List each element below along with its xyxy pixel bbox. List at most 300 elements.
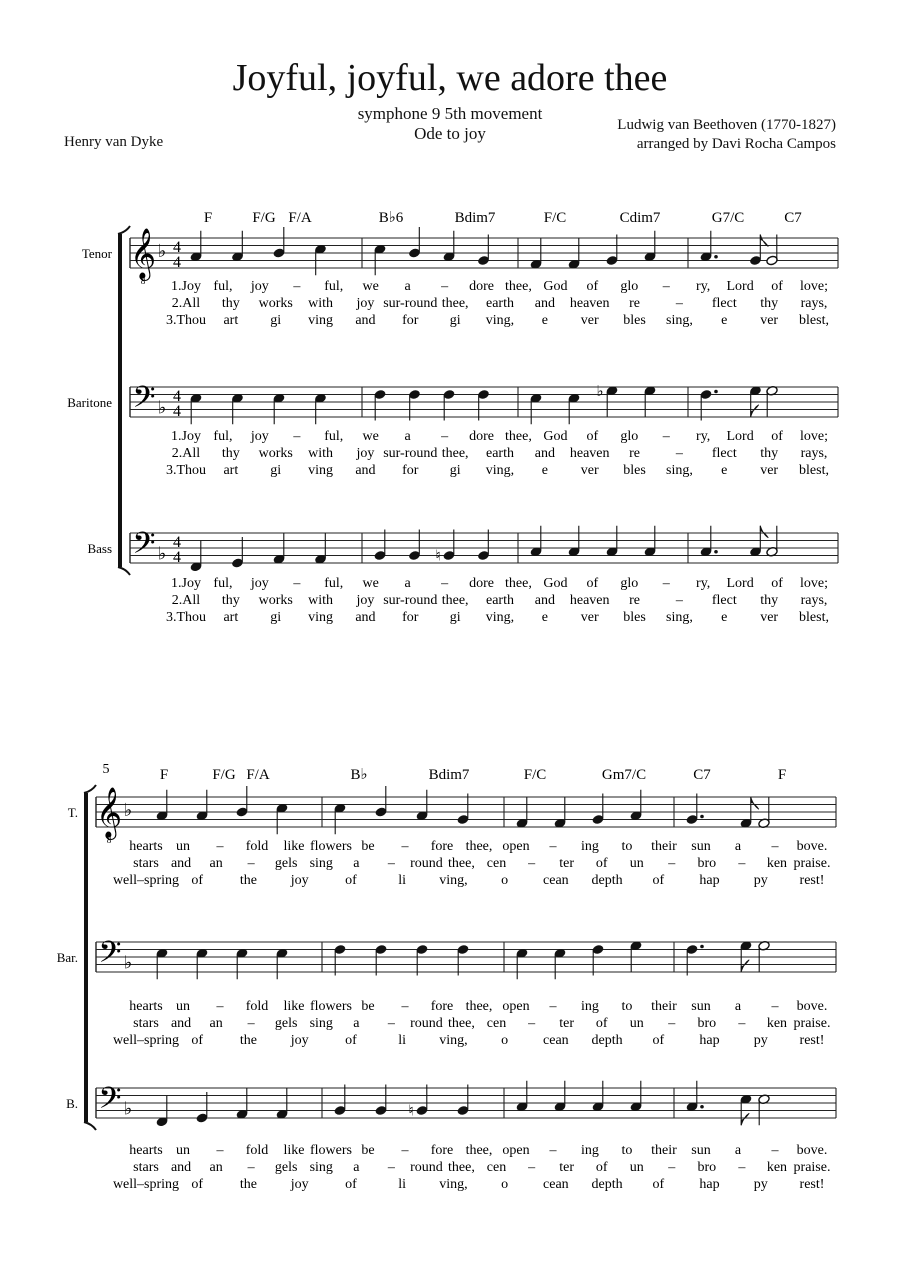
lyric-syllable: – <box>441 429 449 444</box>
lyric-syllable: bles <box>623 610 646 625</box>
octave-mark: 8 <box>140 276 146 286</box>
lyric-syllable: sing <box>309 856 333 871</box>
lyric-syllable: – <box>528 1160 536 1175</box>
lyric-syllable: un <box>629 1016 644 1031</box>
lyric-syllable: – <box>293 576 301 591</box>
lyric-syllable: praise. <box>793 1016 831 1031</box>
lyric-syllable: glo <box>620 576 639 591</box>
lyric-syllable: to <box>621 999 633 1014</box>
lyric-syllable: hap <box>699 1177 720 1192</box>
lyric-syllable: – <box>771 999 779 1014</box>
bracket-hook <box>118 567 130 575</box>
lyric-syllable: ful, <box>213 576 233 591</box>
lyric-syllable: God <box>543 279 568 294</box>
lyric-syllable: – <box>668 856 676 871</box>
lyric-syllable: depth <box>591 1033 623 1048</box>
lyric-syllable: rays, <box>800 593 828 608</box>
lyric-syllable: e <box>721 610 728 625</box>
lyric-syllable: earth <box>486 593 514 608</box>
lyric-syllable: fold <box>245 1143 269 1158</box>
lyric-syllable: flowers <box>310 1143 352 1158</box>
lyric-syllable: and <box>534 593 555 608</box>
lyric-syllable: thee, <box>441 296 469 311</box>
lyric-syllable: ving, <box>485 610 515 625</box>
lyric-syllable: – <box>247 1016 255 1031</box>
lyric-syllable: be <box>361 839 375 854</box>
chord-symbol: Bdim7 <box>454 210 496 226</box>
lyric-syllable: rays, <box>800 296 828 311</box>
lyric-syllable: – <box>247 856 255 871</box>
lyric-syllable: and <box>170 1160 192 1175</box>
lyric-syllable: cen <box>486 1160 507 1175</box>
lyric-syllable: joy <box>356 593 375 608</box>
lyric-syllable: earth <box>486 296 514 311</box>
lyric-syllable: flect <box>711 446 737 461</box>
lyric-syllable: thee, <box>505 576 532 591</box>
lyric-syllable: cen <box>486 856 507 871</box>
lyric-syllable: an <box>209 1160 223 1175</box>
lyric-syllable: thee, <box>505 279 532 294</box>
lyric-syllable: and <box>355 313 376 328</box>
lyric-syllable: round <box>410 1016 443 1031</box>
instrument-label: Bass <box>87 541 112 556</box>
lyric-syllable: of <box>345 873 357 888</box>
lyric-syllable: blest, <box>799 610 829 625</box>
lyric-syllable: art <box>223 463 239 478</box>
lyric-syllable: a <box>353 1016 360 1031</box>
chord-symbol: F/C <box>523 767 547 783</box>
lyric-syllable: gi <box>449 313 461 328</box>
lyric-syllable: art <box>223 610 239 625</box>
lyric-syllable: praise. <box>793 856 831 871</box>
lyric-syllable: earth <box>486 446 514 461</box>
lyric-syllable: 1.Joy <box>171 429 201 444</box>
lyric-syllable: of <box>191 1033 204 1048</box>
lyric-syllable: e <box>721 463 728 478</box>
lyric-syllable: thee, <box>465 999 493 1014</box>
lyric-syllable: ver <box>760 463 779 478</box>
instrument-label: B. <box>66 1096 78 1111</box>
lyric-syllable: cen <box>486 1016 507 1031</box>
chord-symbol: F/G <box>252 210 276 226</box>
measure-number: 5 <box>102 762 110 777</box>
chord-symbol: B♭6 <box>378 210 404 226</box>
lyric-syllable: joy <box>356 446 375 461</box>
lyric-syllable: dore <box>469 279 494 294</box>
lyric-syllable: e <box>541 313 548 328</box>
instrument-label: T. <box>67 805 78 820</box>
lyric-syllable: joy <box>250 279 269 294</box>
lyric-syllable: of <box>586 279 599 294</box>
flat-accidental-icon: ♭ <box>596 383 604 400</box>
lyric-syllable: – <box>675 296 683 311</box>
lyric-syllable: and <box>170 856 192 871</box>
lyric-syllable: round <box>410 856 443 871</box>
lyric-syllable: un <box>176 999 190 1014</box>
lyric-syllable: ving, <box>485 463 515 478</box>
chord-symbol: F/A <box>288 210 312 226</box>
lyric-syllable: sing <box>309 1016 333 1031</box>
lyric-syllable: sur-round <box>383 296 438 311</box>
lyric-syllable: and <box>534 296 555 311</box>
lyric-syllable: of <box>191 873 204 888</box>
lyric-syllable: thee, <box>465 839 493 854</box>
lyric-syllable: Lord <box>726 429 754 444</box>
lyric-syllable: flect <box>711 296 737 311</box>
lyric-syllable: to <box>621 839 633 854</box>
note-dot <box>700 945 704 949</box>
chord-symbol: Gm7/C <box>601 767 647 783</box>
arranger-name: arranged by Davi Rocha Campos <box>636 136 836 152</box>
bass-clef-icon: 𝄢 <box>132 381 156 421</box>
lyric-syllable: ver <box>760 610 779 625</box>
chord-symbol: F/A <box>246 767 270 783</box>
lyric-syllable: thy <box>221 446 240 461</box>
lyric-syllable: ful, <box>213 279 233 294</box>
lyric-syllable: of <box>771 279 783 294</box>
lyric-syllable: – <box>549 999 557 1014</box>
lyric-syllable: praise. <box>793 1160 831 1175</box>
lyric-syllable: ving <box>308 313 334 328</box>
lyric-syllable: ver <box>760 313 779 328</box>
lyric-syllable: un <box>176 839 190 854</box>
lyric-syllable: ken <box>766 1160 788 1175</box>
lyric-syllable: gels <box>274 856 298 871</box>
key-signature-flat-icon: ♭ <box>157 241 167 261</box>
lyric-syllable: – <box>549 1143 557 1158</box>
chord-symbol: F <box>777 767 787 783</box>
lyric-syllable: works <box>258 593 293 608</box>
lyric-syllable: 2.All <box>171 446 201 461</box>
bracket-hook <box>84 785 96 793</box>
lyric-syllable: e <box>721 313 728 328</box>
lyric-syllable: ry, <box>696 279 711 294</box>
lyric-syllable: stars <box>133 856 159 871</box>
key-signature-flat-icon: ♭ <box>123 1098 133 1119</box>
time-signature-bottom: 4 <box>173 549 181 566</box>
lyric-syllable: Lord <box>726 576 754 591</box>
score-title: Joyful, joyful, we adore thee <box>232 57 668 99</box>
lyric-syllable: of <box>652 1177 665 1192</box>
key-signature-flat-icon: ♭ <box>157 543 167 564</box>
lyric-syllable: li <box>398 1177 407 1192</box>
lyric-syllable: of <box>191 1177 204 1192</box>
lyric-syllable: bro <box>697 1160 717 1175</box>
lyric-syllable: like <box>283 1143 305 1158</box>
chord-symbol: Bdim7 <box>428 767 470 783</box>
lyric-syllable: and <box>355 463 376 478</box>
lyric-syllable: a <box>404 279 411 294</box>
lyric-syllable: of <box>652 1033 665 1048</box>
lyricist-credit: Henry van Dyke <box>64 134 164 150</box>
time-signature-top: 4 <box>173 239 181 256</box>
lyric-syllable: joy <box>356 296 375 311</box>
lyric-syllable: fold <box>245 999 269 1014</box>
instrument-label: Tenor <box>81 246 112 261</box>
key-signature-flat-icon: ♭ <box>123 952 133 973</box>
lyric-syllable: God <box>543 429 568 444</box>
lyric-syllable: un <box>176 1143 190 1158</box>
lyric-syllable: thee, <box>448 1016 475 1031</box>
lyric-syllable: – <box>675 593 683 608</box>
instrument-label: Bar. <box>56 950 78 965</box>
lyric-syllable: ving <box>308 610 334 625</box>
lyric-syllable: like <box>283 999 305 1014</box>
lyric-syllable: ful, <box>324 279 344 294</box>
lyric-syllable: flowers <box>310 839 352 854</box>
lyric-syllable: with <box>308 296 334 311</box>
note-dot <box>714 550 718 554</box>
bass-clef-icon: 𝄢 <box>98 936 122 976</box>
time-signature-top: 4 <box>173 388 181 405</box>
bass-clef-icon: 𝄢 <box>98 1082 122 1122</box>
note-dot <box>714 390 718 394</box>
lyric-syllable: ver <box>580 463 599 478</box>
lyric-syllable: works <box>258 296 293 311</box>
lyric-syllable: blest, <box>799 313 829 328</box>
lyric-syllable: gi <box>449 610 461 625</box>
lyric-syllable: of <box>586 429 599 444</box>
note-flag <box>751 405 759 417</box>
lyric-syllable: – <box>441 279 449 294</box>
lyric-syllable: sing, <box>666 463 693 478</box>
lyric-syllable: their <box>651 839 677 854</box>
lyric-syllable: – <box>662 279 670 294</box>
lyric-syllable: o <box>501 873 509 888</box>
lyric-syllable: love; <box>800 429 828 444</box>
lyric-syllable: we <box>362 429 379 444</box>
chord-symbol: F <box>159 767 169 783</box>
lyric-syllable: the <box>239 1033 258 1048</box>
lyric-syllable: fold <box>245 839 269 854</box>
lyric-syllable: ry, <box>696 576 711 591</box>
lyric-syllable: bles <box>623 313 646 328</box>
lyric-syllable: thee, <box>448 1160 475 1175</box>
key-signature-flat-icon: ♭ <box>157 397 167 418</box>
lyric-syllable: we <box>362 576 379 591</box>
lyric-syllable: joy <box>250 429 269 444</box>
lyric-syllable: o <box>501 1033 509 1048</box>
lyric-syllable: open <box>502 999 530 1014</box>
lyric-syllable: heaven <box>569 296 610 311</box>
chord-symbol: F <box>203 210 213 226</box>
lyric-syllable: – <box>216 999 224 1014</box>
lyric-syllable: thee, <box>465 1143 493 1158</box>
time-signature-top: 4 <box>173 534 181 551</box>
lyric-syllable: sing, <box>666 610 693 625</box>
lyric-syllable: be <box>361 999 375 1014</box>
lyric-syllable: – <box>675 446 683 461</box>
lyric-syllable: py <box>753 1033 768 1048</box>
lyric-syllable: joy <box>290 1033 309 1048</box>
lyric-syllable: cean <box>543 1033 569 1048</box>
lyric-syllable: joy <box>290 1177 309 1192</box>
lyric-syllable: ken <box>766 856 788 871</box>
lyric-syllable: – <box>528 1016 536 1031</box>
note-dot <box>700 1105 704 1109</box>
lyric-syllable: – <box>668 1160 676 1175</box>
lyric-syllable: be <box>361 1143 375 1158</box>
lyric-syllable: fore <box>430 1143 454 1158</box>
lyric-syllable: – <box>738 1016 746 1031</box>
lyric-syllable: of <box>345 1033 357 1048</box>
lyric-syllable: of <box>771 429 783 444</box>
lyric-syllable: glo <box>620 429 639 444</box>
lyric-syllable: thy <box>760 296 779 311</box>
lyric-syllable: a <box>353 856 360 871</box>
natural-accidental-icon: ♮ <box>408 1103 414 1120</box>
lyric-syllable: bove. <box>796 839 828 854</box>
lyric-syllable: thy <box>760 593 779 608</box>
lyric-syllable: ver <box>580 610 599 625</box>
lyric-syllable: heaven <box>569 446 610 461</box>
lyric-syllable: thee, <box>441 593 469 608</box>
lyric-syllable: – <box>401 999 409 1014</box>
lyric-syllable: gi <box>270 313 282 328</box>
lyric-syllable: ing <box>581 839 599 854</box>
lyric-syllable: re <box>629 296 641 311</box>
time-signature-bottom: 4 <box>173 403 181 420</box>
lyric-syllable: hearts <box>129 839 163 854</box>
lyric-syllable: – <box>771 839 779 854</box>
treble-clef-icon: 𝄞 <box>95 788 123 837</box>
bass-clef-icon: 𝄢 <box>132 527 156 567</box>
lyric-syllable: bove. <box>796 999 828 1014</box>
lyric-syllable: and <box>170 1016 192 1031</box>
lyric-syllable: flect <box>711 593 737 608</box>
bracket-hook <box>84 1122 96 1130</box>
lyric-syllable: un <box>629 1160 644 1175</box>
note-flag <box>760 526 768 538</box>
lyric-syllable: rest! <box>799 1177 825 1192</box>
lyric-syllable: sun <box>691 999 711 1014</box>
lyric-syllable: sur-round <box>383 593 438 608</box>
lyric-syllable: we <box>362 279 379 294</box>
lyric-syllable: of <box>652 873 665 888</box>
lyric-syllable: love; <box>800 576 828 591</box>
lyric-syllable: ving, <box>485 313 515 328</box>
lyric-syllable: Lord <box>726 279 754 294</box>
lyric-syllable: and <box>534 446 555 461</box>
chord-symbol: F/C <box>543 210 567 226</box>
lyric-syllable: a <box>353 1160 360 1175</box>
lyric-syllable: a <box>734 839 742 854</box>
lyric-syllable: stars <box>133 1016 159 1031</box>
chord-symbol: Cdim7 <box>619 210 661 226</box>
lyric-syllable: and <box>355 610 376 625</box>
lyric-syllable: sur-round <box>383 446 438 461</box>
lyric-syllable: – <box>441 576 449 591</box>
lyric-syllable: ken <box>766 1016 788 1031</box>
lyric-syllable: glo <box>620 279 639 294</box>
lyric-syllable: hap <box>699 1033 720 1048</box>
lyric-syllable: of <box>771 576 783 591</box>
lyric-syllable: bles <box>623 463 646 478</box>
lyric-syllable: – <box>662 429 670 444</box>
lyric-syllable: their <box>651 1143 677 1158</box>
lyric-syllable: a <box>404 429 411 444</box>
lyric-syllable: – <box>387 856 395 871</box>
lyric-syllable: li <box>398 873 407 888</box>
lyric-syllable: ter <box>559 856 575 871</box>
subtitle-line-2: Ode to joy <box>414 124 486 143</box>
chord-symbol: B♭ <box>350 767 368 783</box>
time-signature-bottom: 4 <box>173 254 181 271</box>
lyric-syllable: for <box>402 463 419 478</box>
lyric-syllable: of <box>345 1177 357 1192</box>
lyric-syllable: to <box>621 1143 633 1158</box>
lyric-syllable: ter <box>559 1016 575 1031</box>
lyric-syllable: gi <box>449 463 461 478</box>
lyric-syllable: their <box>651 999 677 1014</box>
lyric-syllable: – <box>401 1143 409 1158</box>
lyric-syllable: cean <box>543 873 569 888</box>
instrument-label: Baritone <box>67 395 112 410</box>
lyric-syllable: rest! <box>799 873 825 888</box>
note-flag <box>751 797 759 809</box>
lyric-syllable: gels <box>274 1160 298 1175</box>
lyric-syllable: well–spring <box>112 1177 180 1192</box>
lyric-syllable: gi <box>270 610 282 625</box>
lyric-syllable: open <box>502 839 530 854</box>
lyric-syllable: the <box>239 1177 258 1192</box>
lyric-syllable: e <box>541 610 548 625</box>
chord-symbol: C7 <box>784 210 802 226</box>
lyric-syllable: with <box>308 446 334 461</box>
lyric-syllable: – <box>293 279 301 294</box>
chord-symbol: F/G <box>212 767 236 783</box>
lyric-syllable: ful, <box>213 429 233 444</box>
lyric-syllable: blest, <box>799 463 829 478</box>
lyric-syllable: stars <box>133 1160 159 1175</box>
note-dot <box>700 815 704 819</box>
lyric-syllable: 2.All <box>171 593 201 608</box>
lyric-syllable: a <box>734 1143 742 1158</box>
lyric-syllable: depth <box>591 1177 623 1192</box>
lyric-syllable: – <box>216 839 224 854</box>
treble-clef-icon: 𝄞 <box>129 229 157 278</box>
chord-symbol: C7 <box>693 767 711 783</box>
lyric-syllable: – <box>662 576 670 591</box>
lyric-syllable: flowers <box>310 999 352 1014</box>
lyric-syllable: 2.All <box>171 296 201 311</box>
lyric-syllable: bove. <box>796 1143 828 1158</box>
lyric-syllable: round <box>410 1160 443 1175</box>
lyric-syllable: fore <box>430 839 454 854</box>
lyric-syllable: works <box>258 446 293 461</box>
lyric-syllable: of <box>595 856 608 871</box>
lyric-syllable: thee, <box>448 856 475 871</box>
lyric-syllable: thy <box>221 296 240 311</box>
lyric-syllable: un <box>629 856 644 871</box>
subtitle-line-1: symphone 9 5th movement <box>357 104 543 123</box>
lyric-syllable: art <box>223 313 239 328</box>
lyric-syllable: heaven <box>569 593 610 608</box>
note-flag <box>741 1113 749 1125</box>
lyric-syllable: – <box>247 1160 255 1175</box>
lyric-syllable: py <box>753 873 768 888</box>
lyric-syllable: God <box>543 576 568 591</box>
lyric-syllable: the <box>239 873 258 888</box>
lyric-syllable: well–spring <box>112 873 180 888</box>
lyric-syllable: of <box>595 1160 608 1175</box>
lyric-syllable: joy <box>290 873 309 888</box>
lyric-syllable: – <box>401 839 409 854</box>
lyric-syllable: thee, <box>441 446 469 461</box>
lyric-syllable: hap <box>699 873 720 888</box>
lyric-syllable: gels <box>274 1016 298 1031</box>
lyric-syllable: a <box>404 576 411 591</box>
